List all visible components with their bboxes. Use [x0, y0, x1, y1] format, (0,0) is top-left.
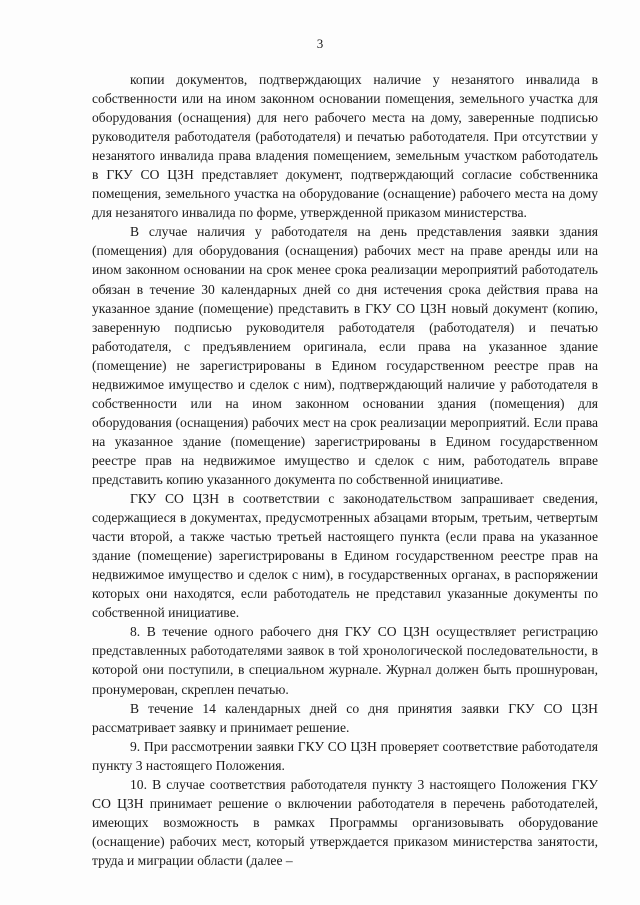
paragraph-item-9-check: 9. При рассмотрении заявки ГКУ СО ЦЗН проверяет соответствие работодателя пункту 3 настоящего Положения. [92, 738, 598, 773]
document-body [92, 70, 598, 870]
page-number: 3 [316, 36, 324, 51]
paragraph-documents-copies: копии документов, подтверждающих наличие у незанятого инвалида в собственности или на ином законном основании помещения, земельного участка для оборудования (оснащения) для него рабочего места на дому, заверенные подписью руководителя работодателя (работодателя) и печатью работодателя. При отсутствии у незанятого инвалида права владения помещением, земельным участком работодатель в ГКУ СО ЦЗН представляет документ, подтверждающий согласие собственника помещения, земельного участка на оборудование (оснащение) рабочего места на дому для незанятого инвалида по форме, утвержденной приказом министерства. [92, 72, 598, 221]
paragraph-review-period: В течение 14 календарных дней со дня принятия заявки ГКУ СО ЦЗН рассматривает заявку и принимает решение. [92, 700, 598, 735]
paragraph-information-request: ГКУ СО ЦЗН в соответствии с законодательством запрашивает сведения, содержащиеся в документах, предусмотренных абзацами вторым, третьим, четвертым части второй, а также частью третьей настоящего пункта (если права на указанное здание (помещение) зарегистрированы в Едином государственном реестре прав на недвижимое имущество и сделок с ним), в государственных органах, в распоряжении которых они находятся, если работодатель не представил указанные документы по собственной инициативе. [92, 491, 598, 621]
paragraph-item-8-registration: 8. В течение одного рабочего дня ГКУ СО ЦЗН осуществляет регистрацию представленных работодателями заявок в той хронологической последовательности, в которой они поступили, в специальном журнале. Журнал должен быть прошнурован, пронумерован, скреплен печатью. [92, 624, 598, 697]
paragraph-lease-term: В случае наличия у работодателя на день представления заявки здания (помещения) для оборудования (оснащения) рабочих мест на праве аренды или на ином законном основании на срок менее срока реализации мероприятий работодатель обязан в течение 30 календарных дней со дня истечения срока действия права на указанное здание (помещение) представить в ГКУ СО ЦЗН новый документ (копию, заверенную подписью руководителя работодателя (работодателя) и печатью работодателя, с предъявлением оригинала, если права на указанное здание (помещение) не зарегистрированы в Едином государственном реестре прав на недвижимое имущество и сделок с ним), подтверждающий наличие у работодателя в собственности или на ином законном основании здания (помещения) для оборудования (оснащения) рабочих мест на срок реализации мероприятий. Если права на указанное здание (помещение) зарегистрированы в Едином государственном реестре прав на недвижимое имущество и сделок с ним, работодатель вправе представить копию указанного документа по собственной инициативе. [92, 224, 598, 487]
paragraph-item-10-decision: 10. В случае соответствия работодателя пункту 3 настоящего Положения ГКУ СО ЦЗН принимает решение о включении работодателя в перечень работодателей, имеющих возможность в рамках Программы организовывать оборудование (оснащение) рабочих мест, который утверждается приказом министерства занятости, труда и миграции области (далее – [92, 776, 598, 868]
